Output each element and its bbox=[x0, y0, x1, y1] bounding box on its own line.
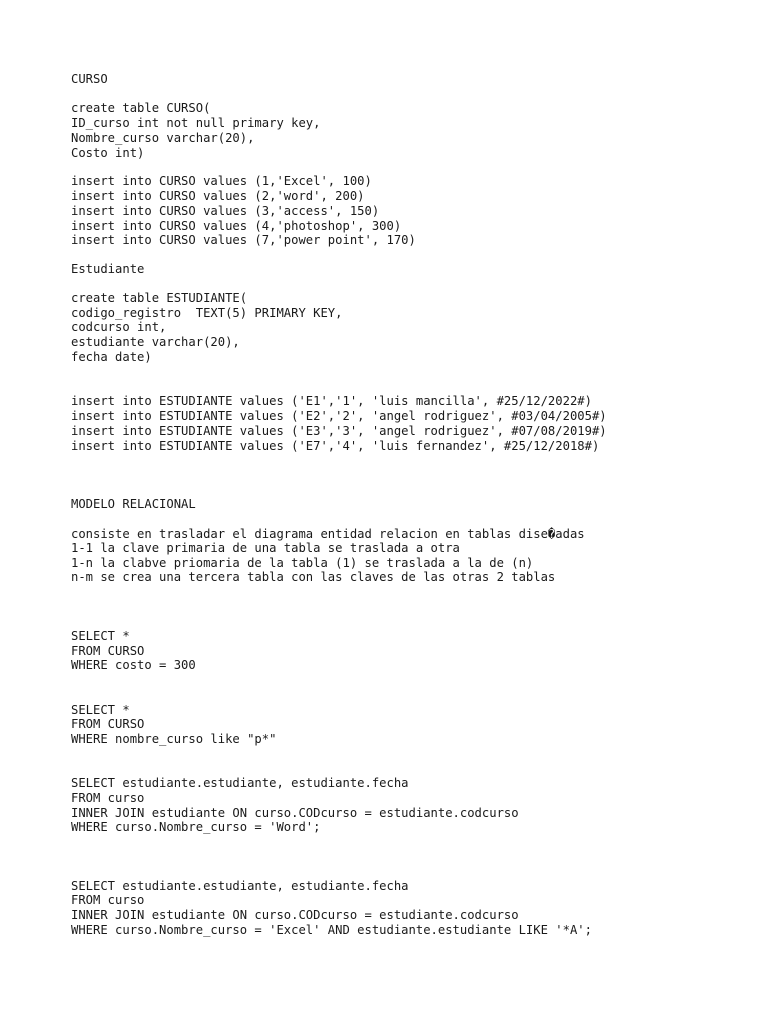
code-line: Costo int) bbox=[71, 146, 145, 160]
section-heading-estudiante: Estudiante bbox=[71, 262, 145, 276]
code-line: Nombre_curso varchar(20), bbox=[71, 131, 255, 145]
code-line: insert into ESTUDIANTE values ('E2','2', 'angel rodriguez', #03/04/2005#) bbox=[71, 409, 607, 423]
code-line: codcurso int, bbox=[71, 320, 167, 334]
query-line: FROM CURSO bbox=[71, 644, 145, 658]
query-line: FROM curso bbox=[71, 791, 145, 805]
code-line: insert into CURSO values (4,'photoshop', 300) bbox=[71, 219, 402, 233]
code-line: estudiante varchar(20), bbox=[71, 335, 240, 349]
text-line: n-m se crea una tercera tabla con las claves de las otras 2 tablas bbox=[71, 570, 556, 584]
code-line: insert into CURSO values (2,'word', 200) bbox=[71, 189, 365, 203]
code-line: insert into ESTUDIANTE values ('E7','4', 'luis fernandez', #25/12/2018#) bbox=[71, 439, 600, 453]
query-line: WHERE nombre_curso like "p*" bbox=[71, 732, 277, 746]
text-line: 1-1 la clave primaria de una tabla se traslada a otra bbox=[71, 541, 460, 555]
query-line: FROM CURSO bbox=[71, 717, 145, 731]
query-line: INNER JOIN estudiante ON curso.CODcurso = estudiante.codcurso bbox=[71, 806, 519, 820]
query-line: SELECT * bbox=[71, 703, 130, 717]
code-line: ID_curso int not null primary key, bbox=[71, 116, 321, 130]
query-line: SELECT estudiante.estudiante, estudiante.fecha bbox=[71, 879, 409, 893]
code-line: insert into CURSO values (1,'Excel', 100) bbox=[71, 174, 372, 188]
query-line: WHERE curso.Nombre_curso = 'Excel' AND estudiante.estudiante LIKE '*A'; bbox=[71, 923, 592, 937]
query-line: FROM curso bbox=[71, 893, 145, 907]
code-line: create table ESTUDIANTE( bbox=[71, 291, 248, 305]
query-line: SELECT estudiante.estudiante, estudiante.fecha bbox=[71, 776, 409, 790]
code-line: insert into ESTUDIANTE values ('E3','3', 'angel rodriguez', #07/08/2019#) bbox=[71, 424, 607, 438]
code-line: insert into CURSO values (3,'access', 150) bbox=[71, 204, 380, 218]
query-line: WHERE curso.Nombre_curso = 'Word'; bbox=[71, 820, 321, 834]
text-line: 1-n la clabve priomaria de la tabla (1) se traslada a la de (n) bbox=[71, 556, 534, 570]
text-line: consiste en trasladar el diagrama entidad relacion en tablas dise�adas bbox=[71, 527, 585, 541]
query-line: WHERE costo = 300 bbox=[71, 658, 196, 672]
query-line: SELECT * bbox=[71, 629, 130, 643]
query-line: INNER JOIN estudiante ON curso.CODcurso = estudiante.codcurso bbox=[71, 908, 519, 922]
code-line: fecha date) bbox=[71, 350, 152, 364]
section-heading-modelo-relacional: MODELO RELACIONAL bbox=[71, 497, 196, 511]
code-line: insert into CURSO values (7,'power point', 170) bbox=[71, 233, 416, 247]
code-line: insert into ESTUDIANTE values ('E1','1', 'luis mancilla', #25/12/2022#) bbox=[71, 394, 592, 408]
section-heading-curso: CURSO bbox=[71, 72, 108, 86]
code-line: create table CURSO( bbox=[71, 101, 211, 115]
code-line: codigo_registro TEXT(5) PRIMARY KEY, bbox=[71, 306, 343, 320]
